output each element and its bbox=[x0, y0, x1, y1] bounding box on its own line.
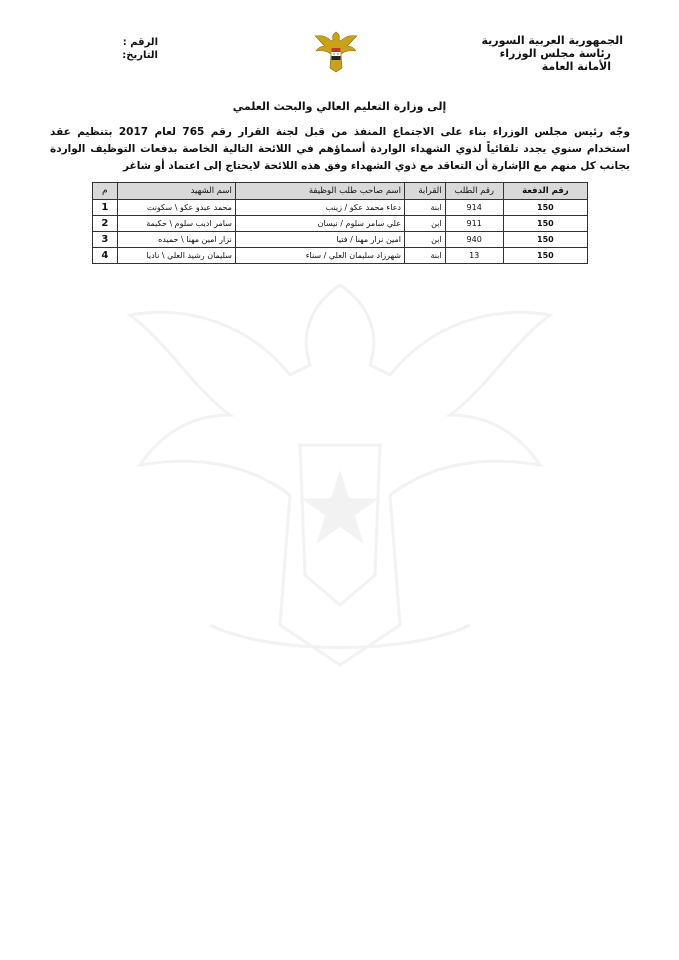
header-serial: م bbox=[93, 183, 118, 200]
cell-batch-number: 150 bbox=[503, 232, 587, 248]
letter-body: وجّه رئيس مجلس الوزراء بناء على الاجتماع المنفذ من قبل لجنة القرار رقم 765 لعام 2017 بتنظيم عقد استخدام سنوي يجدد تلقائياً لذوي الشهداء الواردة أسماؤهم في اللائحة التالية الخاصة بدفعات التوظيف الواردة بجانب كل منهم مع الإشارة أن التعاقد مع ذوي الشهداء وفق هذه اللائحة لايحتاج إلى اعتماد أو شاغر bbox=[50, 126, 630, 172]
cell-applicant-name: امين نزار مهنا / فتيا bbox=[235, 232, 404, 248]
header-applicant-name: اسم صاحب طلب الوظيفة bbox=[235, 183, 404, 200]
table-row bbox=[93, 216, 588, 232]
issuer-line-presidency: رئاسة مجلس الوزراء bbox=[499, 47, 611, 60]
cell-batch-number: 150 bbox=[503, 248, 587, 264]
cell-martyr-name: سامر اديب سلوم \ حكيمة bbox=[117, 216, 235, 232]
cell-serial: 1 bbox=[93, 200, 118, 216]
cell-applicant-name: شهرزاد سليمان العلي / سناء bbox=[235, 248, 404, 264]
cell-applicant-name: دعاء محمد عكو / زينب bbox=[235, 200, 404, 216]
issuer-header bbox=[473, 34, 623, 73]
reference-number-label: الرقم : bbox=[122, 37, 158, 48]
cell-martyr-name: سليمان رشيد العلي \ ناديا bbox=[117, 248, 235, 264]
issuer-line-republic: الجمهورية العربية السورية bbox=[481, 34, 623, 47]
cell-request-number: 911 bbox=[445, 216, 503, 232]
cell-request-number: 940 bbox=[445, 232, 503, 248]
cell-serial: 2 bbox=[93, 216, 118, 232]
cell-martyr-name: محمد عبدو عكو \ سكونت bbox=[117, 200, 235, 216]
cell-serial: 4 bbox=[93, 248, 118, 264]
table-row bbox=[93, 232, 588, 248]
cell-relation: ابنة bbox=[404, 248, 445, 264]
cell-batch-number: 150 bbox=[503, 200, 587, 216]
eagle-watermark bbox=[110, 245, 570, 685]
header-relation: القرابة bbox=[404, 183, 445, 200]
cell-batch-number: 150 bbox=[503, 216, 587, 232]
cell-applicant-name: علي سامر سلوم / نيسان bbox=[235, 216, 404, 232]
table-header-row bbox=[93, 183, 588, 200]
header-batch-number: رقم الدفعة bbox=[503, 183, 587, 200]
recipient-line: إلى وزارة التعليم العالي والبحث العلمي bbox=[232, 100, 447, 113]
cell-relation: ابن bbox=[404, 232, 445, 248]
issuer-line-secretariat: الأمانة العامة bbox=[541, 60, 611, 73]
table-row bbox=[93, 200, 588, 216]
reference-date-label: التاريخ: bbox=[122, 50, 158, 61]
martyrs-employment-table bbox=[92, 182, 588, 264]
cell-serial: 3 bbox=[93, 232, 118, 248]
header-request-number: رقم الطلب bbox=[445, 183, 503, 200]
header-martyr-name: اسم الشهيد bbox=[117, 183, 235, 200]
syrian-eagle-emblem-icon bbox=[312, 28, 360, 76]
cell-martyr-name: نزار امين مهنا \ حميده bbox=[117, 232, 235, 248]
cell-relation: ابنة bbox=[404, 200, 445, 216]
reference-block bbox=[118, 36, 158, 62]
cell-relation: ابن bbox=[404, 216, 445, 232]
cell-request-number: 914 bbox=[445, 200, 503, 216]
cell-request-number: 13 bbox=[445, 248, 503, 264]
table-row bbox=[93, 248, 588, 264]
